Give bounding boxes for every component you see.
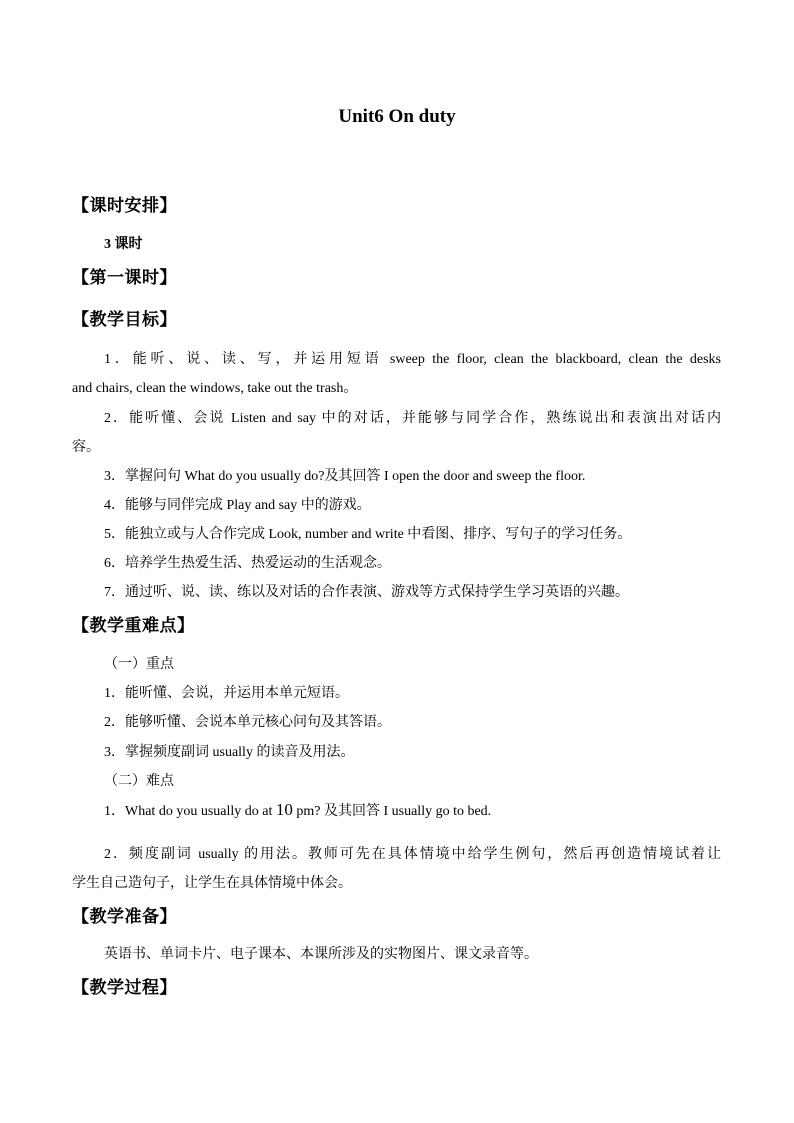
document-title: Unit6 On duty [338,106,456,127]
key-item-3: 3．掌握频度副词 usually 的读音及用法。 [104,745,355,760]
heading-preparation: 【教学准备】 [72,907,177,926]
heading-objectives: 【教学目标】 [72,310,177,329]
heading-schedule: 【课时安排】 [72,196,177,215]
objective-line-1: 1．能听、说、读、写，并运用短语 sweep the floor, clean the blackboard, clean the desks [104,352,721,367]
difficulty-item-1-part-b: pm? 及其回答 I usually go to bed. [292,804,492,819]
keypoints-subheading-2: （二）难点 [104,774,174,789]
key-item-2: 2．能够听懂、会说本单元核心问句及其答语。 [104,715,391,730]
heading-keypoints: 【教学重难点】 [72,616,195,635]
difficulty-item-1-part-a: 1．What do you usually do at [104,804,276,819]
heading-process: 【教学过程】 [72,978,177,997]
objective-line-9: 7．通过听、说、读、练以及对话的合作表演、游戏等方式保持学生学习英语的兴趣。 [104,585,629,600]
difficulty-item-2-line-1: 2．频度副词 usually 的用法。教师可先在具体情境中给学生例句，然后再创造情境试着让 [104,847,721,862]
difficulty-item-1-number: 10 [275,800,293,819]
objective-line-8: 6．培养学生热爱生活、热爱运动的生活观念。 [104,556,391,571]
difficulty-item-2-line-2: 学生自己造句子，让学生在具体情境中体会。 [72,876,352,891]
objective-line-2: and chairs, clean the windows, take out the trash。 [72,381,358,396]
objective-line-7: 5．能独立或与人合作完成 Look, number and write 中看图、排序、写句子的学习任务。 [104,527,632,542]
keypoints-subheading-1: （一）重点 [104,657,174,672]
heading-lesson1: 【第一课时】 [72,268,177,287]
preparation-text: 英语书、单词卡片、电子课本、本课所涉及的实物图片、课文录音等。 [104,947,538,962]
objective-line-3: 2．能听懂、会说 Listen and say 中的对话，并能够与同学合作，熟练说出和表演出对话内 [104,411,721,426]
objective-line-6: 4．能够与同伴完成 Play and say 中的游戏。 [104,498,371,513]
key-item-1: 1．能听懂、会说，并运用本单元短语。 [104,686,349,701]
schedule-text: 3 课时 [104,237,143,252]
objective-line-4: 容。 [72,440,100,455]
difficulty-item-1 [104,800,491,820]
objective-line-5: 3．掌握问句 What do you usually do?及其回答 I open the door and sweep the floor. [104,469,586,484]
